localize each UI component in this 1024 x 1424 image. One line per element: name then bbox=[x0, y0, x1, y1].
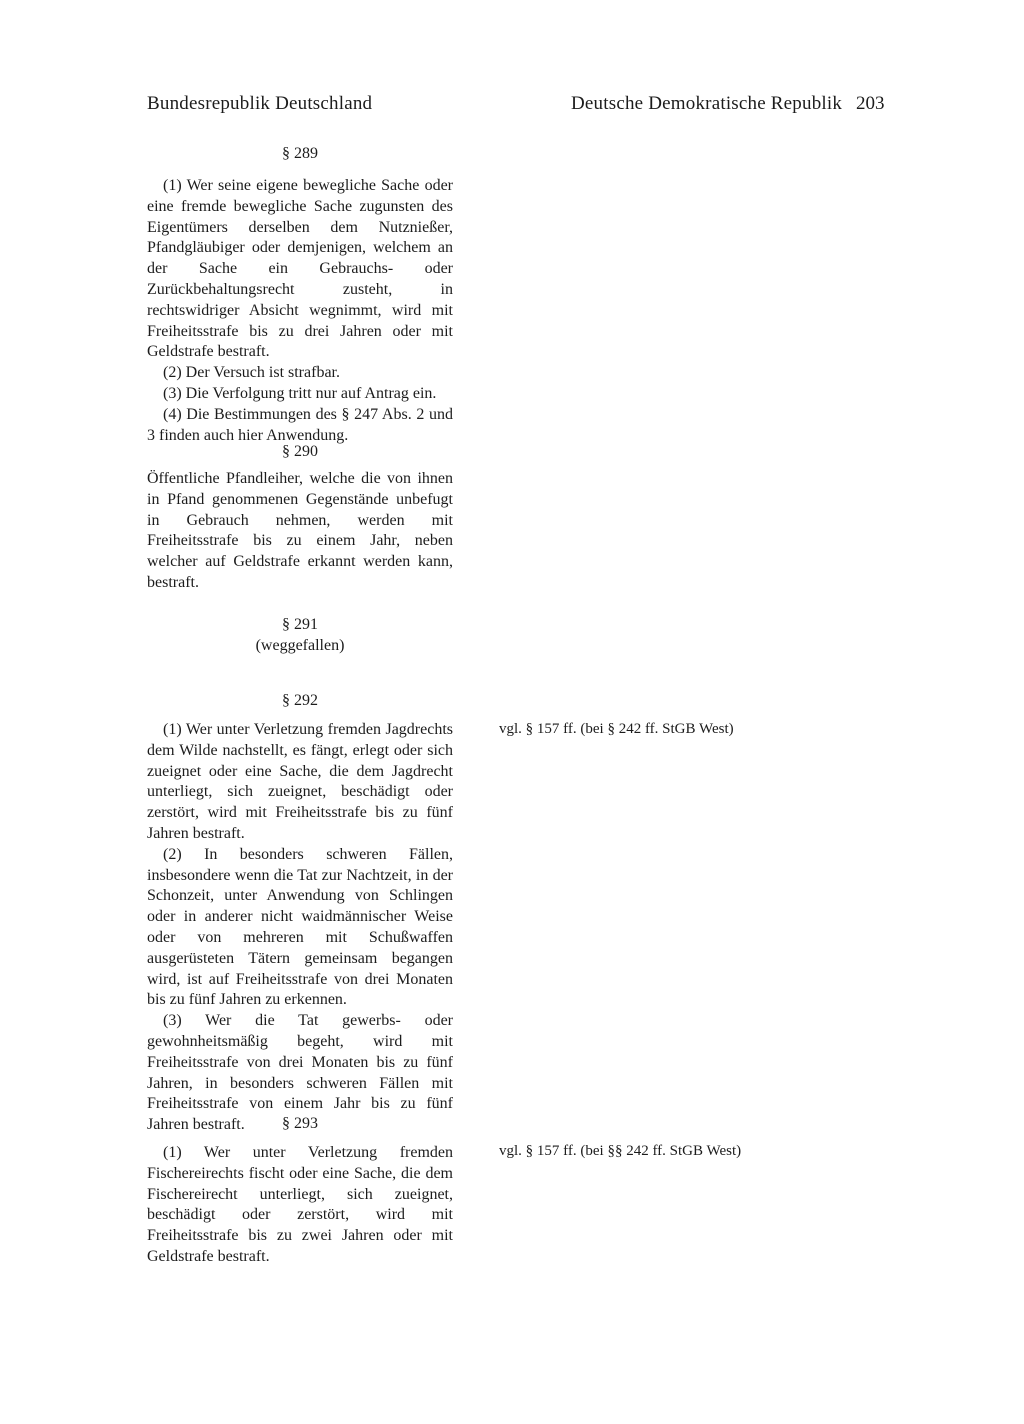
section-paragraph: Öffentliche Pfandleiher, welche die von ihnen in Pfand genommenen Gegenstände unbefugt in Gebrauch nehmen, werden mit Freiheitsstrafe bis zu einem Jahr, neben welcher auf Geldstrafe erkannt werden kann, bestraft. bbox=[147, 470, 453, 591]
page-number: 203 bbox=[856, 93, 885, 114]
section-293 bbox=[147, 1113, 453, 1268]
section-heading: § 292 bbox=[282, 692, 318, 709]
margin-note-293: vgl. § 157 ff. (bei §§ 242 ff. StGB West) bbox=[499, 1143, 742, 1159]
section-paragraph: (2) Der Versuch ist strafbar. bbox=[163, 364, 340, 382]
section-paragraph: (1) Wer unter Verletzung fremden Fischereirechts fischt oder eine Sache, die dem Fischereirecht unterliegt, sich zueignet, beschädigt oder zerstört, wird mit Freiheitsstrafe bis zu zwei Jahren oder mit Geldstrafe bestraft. bbox=[147, 1144, 453, 1265]
section-289 bbox=[147, 143, 453, 446]
section-paragraph: (2) In besonders schweren Fällen, insbesondere wenn die Tat zur Nachtzeit, in der Schonzeit, unter Anwendung von Schlingen oder in anderer nicht waidmännischer Weise oder von mehreren mit Schußwaffen ausgerüsteten Tätern gemeinsam begangen wird, ist auf Freiheitsstrafe von drei Monaten bis zu fünf Jahren zu erkennen. bbox=[147, 845, 453, 1009]
section-paragraph: (3) Wer die Tat gewerbs- oder gewohnheitsmäßig begeht, wird mit Freiheitsstrafe von drei Monaten bis zu fünf Jahren, in besonders schweren Fällen mit Freiheitsstrafe von einem Jahr bis zu fünf Jahren bestraft. bbox=[147, 1012, 453, 1134]
section-heading: § 289 bbox=[282, 145, 318, 162]
section-292 bbox=[147, 690, 453, 1136]
section-heading: § 291 bbox=[282, 616, 318, 633]
section-heading: § 293 bbox=[282, 1115, 318, 1132]
section-paragraph: (1) Wer unter Verletzung fremden Jagdrechts dem Wilde nachstellt, es fängt, erlegt oder sich zueignet oder eine Sache, die dem Jagdrecht unterliegt, sich zueignet, beschädigt oder zerstört, wird mit Freiheitsstrafe bis zu fünf Jahren bestraft. bbox=[147, 721, 453, 842]
section-290 bbox=[147, 441, 453, 594]
section-291 bbox=[147, 614, 453, 656]
header-left-title: Bundesrepublik Deutschland bbox=[147, 93, 373, 114]
section-paragraph: (4) Die Bestimmungen des § 247 Abs. 2 und 3 finden auch hier Anwendung. bbox=[147, 405, 453, 444]
section-heading: § 290 bbox=[282, 443, 318, 460]
section-subtitle: (weggefallen) bbox=[255, 637, 345, 654]
header-right-title: Deutsche Demokratische Republik bbox=[571, 93, 843, 114]
section-paragraph: (1) Wer seine eigene bewegliche Sache oder eine fremde bewegliche Sache zugunsten des Eigentümers derselben dem Nutznießer, Pfandgläubiger oder demjenigen, welchem an der Sache ein Gebrauchs- oder Zurückbehaltungsrecht zusteht, in rechtswidriger Absicht wegnimmt, wird mit Freiheitsstrafe bis zu drei Jahren oder mit Geldstrafe bestraft. bbox=[147, 177, 453, 361]
section-paragraph: (3) Die Verfolgung tritt nur auf Antrag ein. bbox=[163, 384, 437, 402]
margin-note-292: vgl. § 157 ff. (bei § 242 ff. StGB West) bbox=[499, 721, 734, 737]
